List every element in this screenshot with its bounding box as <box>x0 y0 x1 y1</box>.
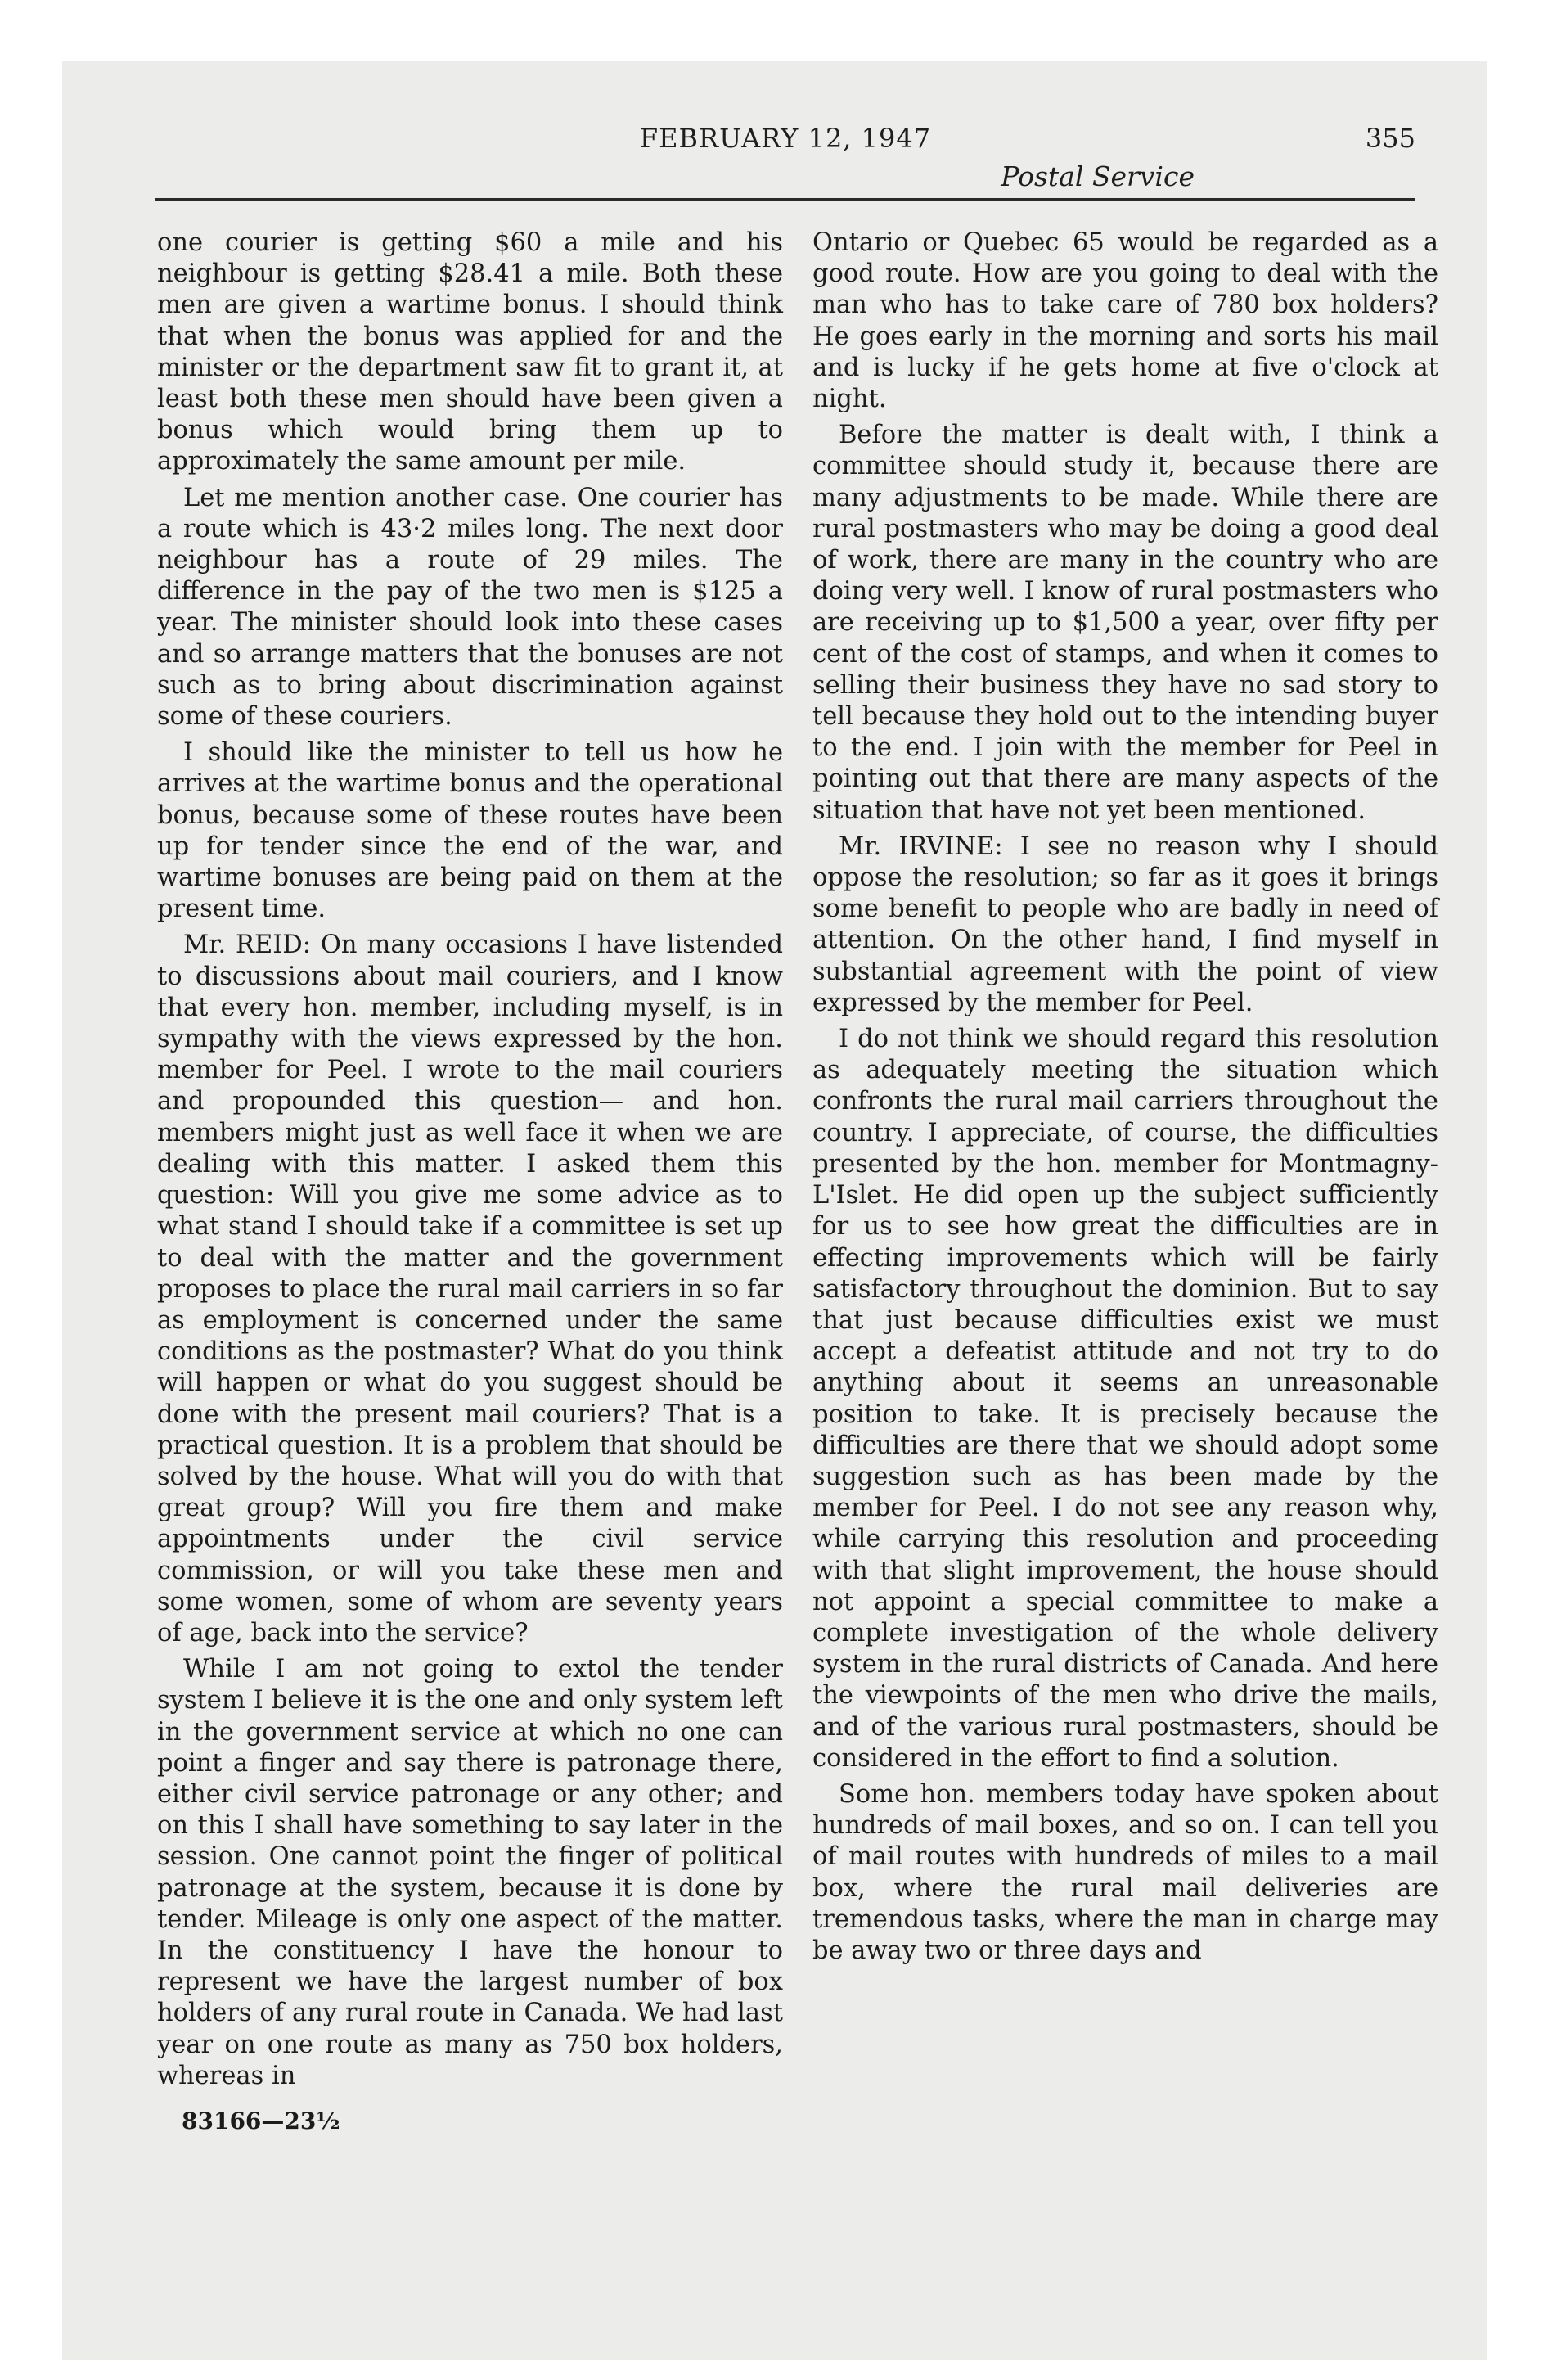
page-header <box>155 123 1415 198</box>
paragraph: Some hon. members today have spoken about hundreds of mail boxes, and so on. I can tell you of mail routes with hundreds of miles to a mail box, where the rural mail deliveries are tremendous tasks, where the man in charge may be away two or three days and <box>812 1779 1438 1965</box>
paragraph: Let me mention another case. One courier has a route which is 43·2 miles long. The next door neighbour has a route of 29 miles. The difference in the pay of the two men is $125 a year. The minister should look into these cases and so arrange matters that the bonuses are not such as to bring about discrimination against some of these couriers. <box>157 483 783 732</box>
section-title: Postal Service <box>1001 160 1195 192</box>
header-rule <box>155 198 1415 201</box>
paragraph: I do not think we should regard this resolution as adequately meeting the situation which confronts the rural mail carriers throughout the country. I appreciate, of course, the difficulties presented by the hon. member for Montmagny-L'Islet. He did open up the subject sufficiently for us to see how great the difficulties are in effecting improvements which will be fairly satisfactory throughout the dominion. But to say that just because difficulties exist we must accept a defeatist attitude and not try to do anything about it seems an unreasonable position to take. It is precisely because the difficulties are there that we should adopt some suggestion such as has been made by the member for Peel. I do not see any reason why, while carrying this resolution and proceeding with that slight improvement, the house should not appoint a special committee to make a complete investigation of the whole delivery system in the rural districts of Canada. And here the viewpoints of the men who drive the mails, and of the various rural postmasters, should be considered in the effort to find a solution. <box>812 1025 1438 1773</box>
print-reference: 83166—23½ <box>182 2107 340 2134</box>
page-number: 355 <box>1365 123 1415 154</box>
paragraph: While I am not going to extol the tender system I believe it is the one and only system left in the government service at which no one can point a finger and say there is patronage there, either civil service patronage or any other; and on this I shall have something to say later in the session. One cannot point the finger of political patronage at the system, because it is done by tender. Mileage is only one aspect of the matter. In the constituency I have the honour to represent we have the largest number of box holders of any rural route in Canada. We had last year on one route as many as 750 box holders, whereas in <box>157 1655 783 2090</box>
header-date: FEBRUARY 12, 1947 <box>639 123 932 154</box>
paragraph: I should like the minister to tell us how he arrives at the wartime bonus and the operational bonus, because some of these routes have been up for tender since the end of the war, and wartime bonuses are being paid on them at the present time. <box>157 738 783 924</box>
right-column <box>812 228 1438 1972</box>
paragraph: Before the matter is dealt with, I think a committee should study it, because there are many adjustments to be made. While there are rural postmasters who may be doing a good deal of work, there are many in the country who are doing very well. I know of rural postmasters who are receiving up to $1,500 a year, over fifty per cent of the cost of stamps, and when it comes to selling their business they have no sad story to tell because they hold out to the intending buyer to the end. I join with the member for Peel in pointing out that there are many aspects of the situation that have not yet been mentioned. <box>812 421 1438 825</box>
left-column <box>157 228 783 2097</box>
paragraph: Ontario or Quebec 65 would be regarded as a good route. How are you going to deal with the man who has to take care of 780 box holders? He goes early in the morning and sorts his mail and is lucky if he gets home at five o'clock at night. <box>812 228 1438 414</box>
paragraph: Mr. REID: On many occasions I have listended to discussions about mail couriers, and I know that every hon. member, including myself, is in sympathy with the views expressed by the hon. member for Peel. I wrote to the mail couriers and propounded this question— and hon. members might just as well face it when we are dealing with this matter. I asked them this question: Will you give me some advice as to what stand I should take if a committee is set up to deal with the matter and the government proposes to place the rural mail carriers in so far as employment is concerned under the same conditions as the postmaster? What do you think will happen or what do you suggest should be done with the present mail couriers? That is a practical question. It is a problem that should be solved by the house. What will you do with that great group? Will you fire them and make appointments under the civil service commission, or will you take these men and some women, some of whom are seventy years of age, back into the service? <box>157 931 783 1648</box>
paragraph: Mr. IRVINE: I see no reason why I should oppose the resolution; so far as it goes it brings some benefit to people who are badly in need of attention. On the other hand, I find myself in substantial agreement with the point of view expressed by the member for Peel. <box>812 832 1438 1017</box>
paragraph: one courier is getting $60 a mile and his neighbour is getting $28.41 a mile. Both these men are given a wartime bonus. I should think that when the bonus was applied for and the minister or the department saw fit to grant it, at least both these men should have been given a bonus which would bring them up to approximately the same amount per mile. <box>157 228 783 476</box>
